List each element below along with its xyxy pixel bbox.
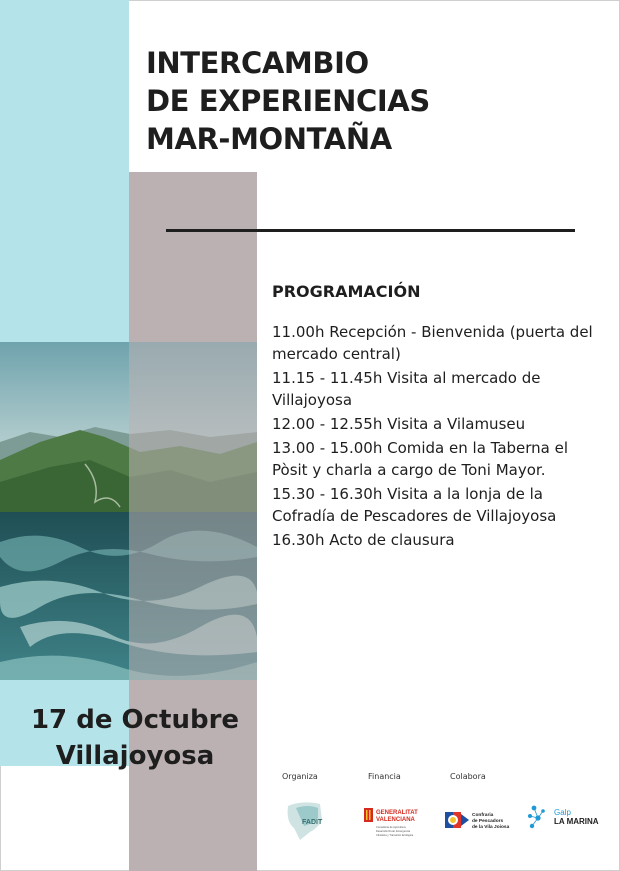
title-line-2: DE EXPERIENCIAS — [146, 84, 430, 118]
schedule-item: 16.30h Acto de clausura — [272, 531, 455, 549]
cofradia-line-1: Confraria — [472, 813, 494, 818]
program-heading: PROGRAMACIÓN — [272, 282, 421, 301]
label-organiza: Organiza — [282, 772, 318, 781]
schedule-list — [272, 321, 602, 553]
generalitat-small-3: Climática y Transición Ecológica — [376, 834, 414, 837]
galp-la-marina-logo — [526, 802, 608, 834]
event-place: Villajoyosa — [55, 741, 215, 771]
title-divider — [166, 229, 575, 232]
generalitat-small-2: Desarrollo Rural, Emergencia — [376, 830, 411, 833]
galp-line-1: Galp — [554, 808, 571, 817]
event-date: 17 de Octubre — [30, 705, 240, 735]
title-line-3: MAR-MONTAÑA — [146, 122, 392, 156]
generalitat-line-1: GENERALITAT — [376, 810, 418, 816]
schedule-item: 11.00h Recepción - Bienvenida (puerta del mercado central) — [272, 323, 593, 363]
schedule-item: 12.00 - 12.55h Visita a Vilamuseu — [272, 415, 526, 433]
generalitat-logo — [364, 806, 426, 842]
fadit-logo-text: FADIT — [302, 819, 323, 826]
schedule-item: 15.30 - 16.30h Visita a la lonja de la Cofradía de Pescadores de Villajoyosa — [272, 485, 557, 525]
generalitat-line-2: VALENCIANA — [376, 817, 415, 823]
poster-title — [146, 44, 430, 158]
fadit-logo — [282, 798, 327, 843]
generalitat-small-1: Conselleria de Agricultura, — [376, 826, 407, 829]
schedule-item: 11.15 - 11.45h Visita al mercado de Villajoyosa — [272, 369, 541, 409]
cofradia-logo — [445, 808, 525, 834]
event-date-place — [20, 702, 250, 774]
cofradia-line-2: de Pescadors — [472, 819, 504, 824]
label-financia: Financia — [368, 772, 401, 781]
title-line-1: INTERCAMBIO — [146, 46, 369, 80]
schedule-item: 13.00 - 15.00h Comida en la Taberna el Pòsit y charla a cargo de Toni Mayor. — [272, 439, 569, 479]
mountain-sea-photo — [0, 342, 257, 680]
cofradia-line-3: de la Vila Joiosa — [472, 825, 510, 830]
label-colabora: Colabora — [450, 772, 486, 781]
galp-line-2: LA MARINA — [554, 817, 599, 826]
